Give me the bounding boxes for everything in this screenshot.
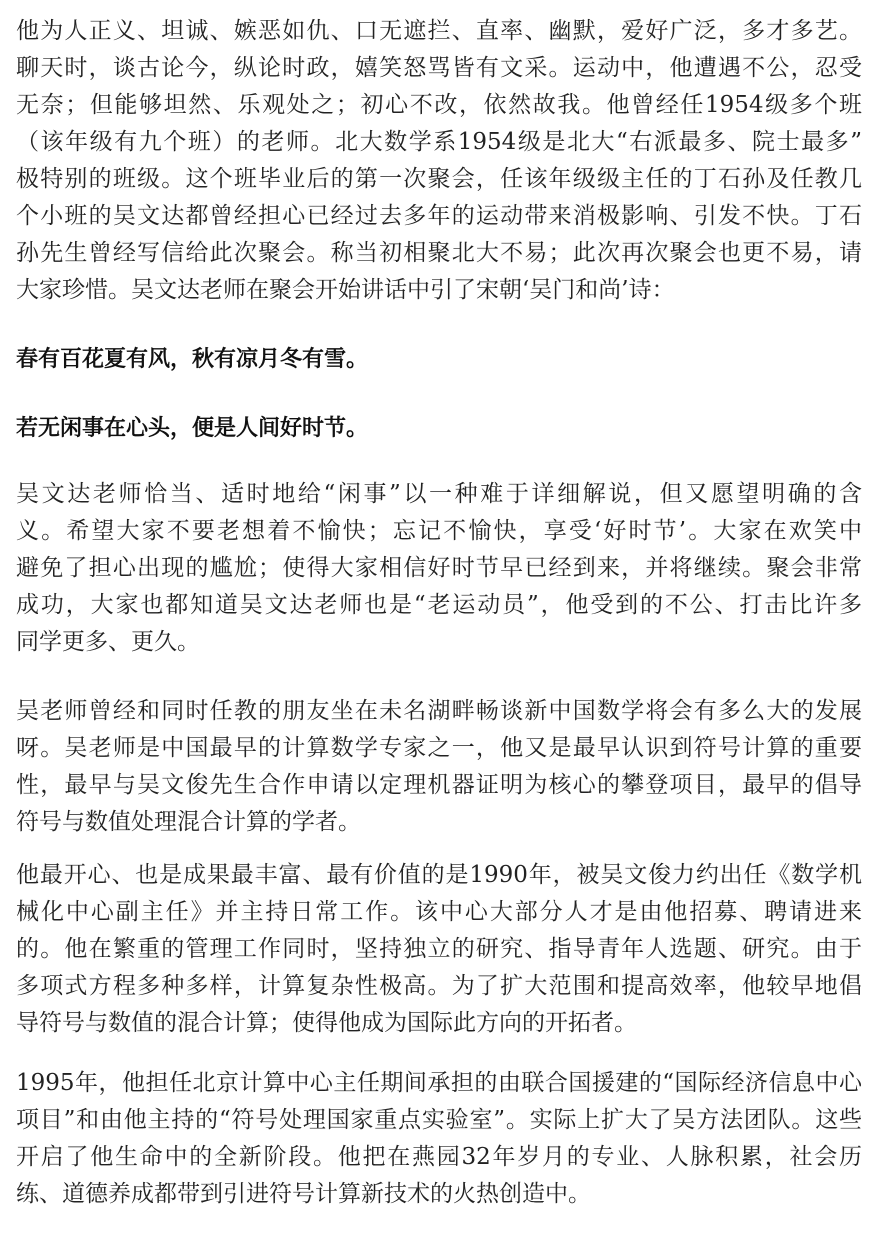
text-line: 他为人正义、坦诚、嫉恶如仇、口无遮拦、直率、幽默，爱好广泛，多才多艺。 <box>16 18 862 44</box>
text-line: 械化中心副主任》并主持日常工作。该中心大部分人才是由他招募、聘请进来 <box>16 899 862 925</box>
text-line: 孙先生曾经写信给此次聚会。称当初相聚北大不易；此次再次聚会也更不易，请 <box>16 240 862 266</box>
text-line: 符号与数值处理混合计算的学者。 <box>16 809 361 835</box>
text-line: 聊天时，谈古论今，纵论时政，嬉笑怒骂皆有文采。运动中，他遭遇不公，忍受 <box>16 55 862 81</box>
text-line: 同学更多、更久。 <box>16 629 200 655</box>
text-line: 项目”和由他主持的“符号处理国家重点实验室”。实际上扩大了吴方法团队。这些 <box>16 1107 862 1133</box>
paragraph-5 <box>16 1065 862 1213</box>
text-line: 的。他在繁重的管理工作同时，坚持独立的研究、指导青年人选题、研究。由于 <box>16 936 862 962</box>
text-line: 吴老师曾经和同时任教的朋友坐在未名湖畔畅谈新中国数学将会有多么大的发展 <box>16 698 862 724</box>
text-line: 义。希望大家不要老想着不愉快；忘记不愉快，享受‘好时节’。大家在欢笑中 <box>16 518 862 544</box>
paragraph-1 <box>16 13 862 309</box>
poem-line-1: 春有百花夏有风，秋有凉月冬有雪。 <box>16 347 369 372</box>
text-line: 大家珍惜。吴文达老师在聚会开始讲话中引了宋朝‘吴门和尚’诗： <box>16 277 675 303</box>
paragraph-3 <box>16 693 862 841</box>
text-line: 吴文达老师恰当、适时地给“闲事”以一种难于详细解说，但又愿望明确的含 <box>16 481 862 507</box>
paragraph-2 <box>16 476 862 661</box>
text-line: 练、道德养成都带到引进符号计算新技术的火热创造中。 <box>16 1181 591 1207</box>
text-line: 多项式方程多种多样，计算复杂性极高。为了扩大范围和提高效率，他较早地倡 <box>16 973 862 999</box>
paragraph-4 <box>16 857 862 1042</box>
text-line: 呀。吴老师是中国最早的计算数学专家之一，他又是最早认识到符号计算的重要 <box>16 735 862 761</box>
text-line: 1995年，他担任北京计算中心主任期间承担的由联合国援建的“国际经济信息中心 <box>16 1070 862 1096</box>
text-line: 性，最早与吴文俊先生合作申请以定理机器证明为核心的攀登项目，最早的倡导 <box>16 772 862 798</box>
text-line: （该年级有九个班）的老师。北大数学系1954级是北大“右派最多、院士最多” <box>16 129 862 155</box>
text-line: 他最开心、也是成果最丰富、最有价值的是1990年，被吴文俊力约出任《数学机 <box>16 862 862 888</box>
text-line: 导符号与数值的混合计算；使得他成为国际此方向的开拓者。 <box>16 1010 637 1036</box>
text-line: 极特别的班级。这个班毕业后的第一次聚会，任该年级级主任的丁石孙及任教几 <box>16 166 862 192</box>
text-line: 个小班的吴文达都曾经担心已经过去多年的运动带来消极影响、引发不快。丁石 <box>16 203 862 229</box>
text-line: 避免了担心出现的尴尬；使得大家相信好时节早已经到来，并将继续。聚会非常 <box>16 555 862 581</box>
text-line: 成功，大家也都知道吴文达老师也是“老运动员”，他受到的不公、打击比许多 <box>16 592 862 618</box>
text-line: 开启了他生命中的全新阶段。他把在燕园32年岁月的专业、人脉积累，社会历 <box>16 1144 862 1170</box>
text-line: 无奈；但能够坦然、乐观处之；初心不改，依然故我。他曾经任1954级多个班 <box>16 92 862 118</box>
poem-line-2: 若无闲事在心头，便是人间好时节。 <box>16 416 369 441</box>
